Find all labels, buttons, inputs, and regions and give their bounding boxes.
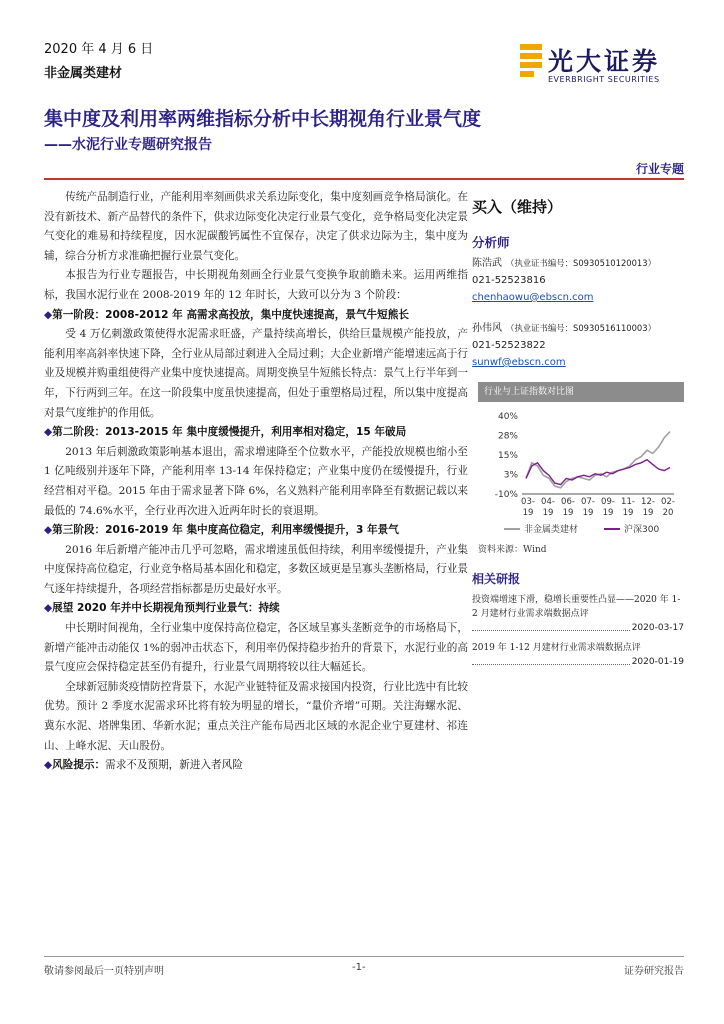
heading-text: 第三阶段：2016-2019 年 集中度高位稳定，利用率缓慢提升，3 年景气 (52, 524, 399, 537)
section-heading (44, 306, 468, 326)
related-research (472, 570, 684, 669)
x-tick-label: 04- (541, 497, 555, 507)
x-tick-label: 19 (622, 508, 634, 518)
diamond-bullet-icon: ◆ (44, 524, 53, 537)
leader-dots (472, 621, 630, 631)
y-tick-label: 40% (497, 412, 518, 422)
paragraph: 中长期时间视角，全行业集中度保持高位稳定，各区域呈寡头垄断竞争的市场格局下，新增产能冲击动能仅 1%的弱冲击状态下，利用率仍保持稳步抬升的背景下，水泥行业的高景气度应会保持稳定甚至仍有提升，行业景气周期将较以往大幅延长。 (44, 622, 468, 674)
related-heading: 相关研报 (472, 572, 521, 586)
x-tick-label: 11- (621, 497, 635, 507)
analyst-license: （执业证书编号：S0930510120013） (506, 258, 656, 268)
related-item[interactable] (472, 641, 684, 669)
paragraph: 全球新冠肺炎疫情防控背景下，水泥产业链特征及需求接国内投资，行业比选中有比较优势。预计 2 季度水泥需求环比将有较为明显的增长，“量价齐增”可期。关注海螺水泥、冀东水泥、塔牌集团、华新水泥；重点关注产能布局西北区域的水泥企业宁夏建材、祁连山、上峰水泥、天山股份。 (44, 680, 468, 752)
header-divider (44, 178, 684, 180)
related-item-title: 2019 年 1-12 月建材行业需求端数据点评 (472, 643, 641, 653)
x-tick-label: 19 (602, 508, 614, 518)
analyst-phone: 021-52523822 (472, 340, 546, 351)
logo-mark-icon (520, 44, 542, 78)
paragraph: 2016 年后新增产能冲击几乎可忽略，需求增速虽低但持续，利用率缓慢提升，产业集中度保持高位稳定，行业竞争格局基本固化和稳定，多数区域更是呈寡头垄断格局，行业景气逐年持续提升，各项经营指标都是历史最好水平。 (44, 543, 468, 595)
page-number: -1- (352, 962, 366, 973)
chart-plot (478, 402, 684, 540)
leader-dots (472, 655, 630, 665)
legend-label: 非金属类建材 (524, 525, 579, 535)
analyst-license: （执业证书编号：S0930516110003） (506, 323, 656, 333)
diamond-bullet-icon: ◆ (44, 759, 53, 772)
series-line (526, 432, 670, 488)
series-line (526, 460, 670, 485)
heading-text: 第一阶段：2008-2012 年 高需求高投放，集中度快速提高，景气牛短熊长 (52, 308, 409, 321)
related-item-title: 投资端增速下滑，稳增长重要性凸显——2020 年 1-2 月建材行业需求端数据点评 (472, 595, 681, 619)
sidebar (472, 188, 684, 371)
x-tick-label: 19 (562, 508, 574, 518)
paragraph: 2013 年后刺激政策影响基本退出，需求增速降至个位数水平，产能投放规模也缩小至 1 亿吨级别并逐年下降，产能利用率 13-14 年保持稳定；产业集中度仍在缓慢提升，行业经营相对平稳。2015 年由于需求显著下降 6%，名义熟料产能利用率降至有数据记载以来最低的 74.6%水平，全行业再次进入近两年时长的衰退期。 (44, 445, 468, 517)
sector-label: 非金属类建材 (44, 66, 123, 81)
heading-text: 展望 2020 年并中长期视角预判行业景气：持续 (52, 602, 280, 615)
paragraph: 受 4 万亿刺激政策使得水泥需求旺盛，产量持续高增长，供给巨量规模产能投放，产能利用率高斜率快速下降，全行业从局部过剩进入全局过剩；大企业新增产能增速远高于行业及规模并购重组使得产业集中度快速提高。周期变换呈牛短熊长特点：景气上行半年到一年，下行两到三年。在这一阶段集中度虽快速提高，但处于重塑格局过程，所以集中度提高对景气度维护的作用低。 (44, 328, 468, 419)
risk-text: 需求不及预期，新进入者风险 (105, 759, 243, 772)
analyst-heading: 分析师 (472, 235, 510, 250)
analyst-phone: 021-52523816 (472, 275, 546, 286)
footer-report-label: 证券研究报告 (624, 966, 684, 977)
chart-source: 资料来源：Wind (478, 545, 547, 555)
x-tick-label: 09- (601, 497, 615, 507)
y-tick-label: -10% (494, 490, 518, 500)
x-tick-label: 19 (582, 508, 594, 518)
legend-label: 沪深300 (624, 525, 660, 535)
x-tick-label: 12- (641, 497, 655, 507)
x-tick-label: 19 (542, 508, 554, 518)
analyst-email-link[interactable]: sunwf@ebscn.com (472, 357, 566, 368)
y-tick-label: 3% (503, 470, 518, 481)
section-heading (44, 521, 468, 541)
related-item-date: 2020-03-17 (631, 623, 684, 633)
footer-disclaimer: 敬请参阅最后一页特别声明 (44, 966, 164, 977)
report-title: 集中度及利用率两维指标分析中长期视角行业景气度 (44, 108, 482, 130)
y-tick-label: 15% (497, 451, 518, 461)
related-item[interactable] (472, 593, 684, 635)
footer-divider (44, 956, 684, 957)
diamond-bullet-icon: ◆ (44, 308, 53, 321)
report-type: 行业专题 (635, 162, 684, 176)
analyst-email-link[interactable]: chenhaowu@ebscn.com (472, 292, 594, 303)
paragraph: 传统产品制造行业，产能利用率刻画供求关系边际变化，集中度刻画竞争格局演化。在没有新技术、新产品替代的条件下，供求边际变化决定行业景气变化，竞争格局变化决定景气变化的难易和持续程度，因水泥碳酸钙属性不宜保存，决定了供求边际为主，集中度为辅，综合分析方求准确把握行业景气变化。 (44, 191, 468, 262)
diamond-bullet-icon: ◆ (44, 426, 53, 439)
diamond-bullet-icon: ◆ (44, 602, 53, 615)
rating: 买入（维持） (472, 198, 563, 216)
y-tick-label: 28% (497, 431, 518, 442)
x-tick-label: 19 (522, 508, 534, 518)
x-tick-label: 06- (561, 497, 575, 507)
logo-name-cn: 光大证券 (548, 47, 661, 76)
section-heading (44, 599, 468, 619)
related-item-date: 2020-01-19 (631, 657, 684, 667)
report-date: 2020 年 4 月 6 日 (44, 42, 154, 57)
x-tick-label: 03- (521, 497, 535, 507)
x-tick-label: 02- (661, 497, 675, 507)
risk-label: 风险提示： (52, 759, 106, 772)
comparison-chart (478, 382, 684, 554)
chart-title: 行业与上证指数对比图 (478, 382, 684, 402)
analyst-name: 孙伟风 (472, 323, 502, 334)
heading-text: 第二阶段：2013-2015 年 集中度缓慢提升，利用率相对稳定，15 年破局 (52, 426, 407, 439)
analyst-card (472, 320, 684, 371)
risk-heading (44, 756, 468, 776)
analyst-name: 陈浩武 (472, 258, 502, 269)
company-logo (520, 42, 690, 86)
report-subtitle: ——水泥行业专题研究报告 (44, 137, 212, 153)
main-body (44, 188, 468, 776)
section-heading (44, 423, 468, 443)
x-tick-label: 07- (581, 497, 595, 507)
x-tick-label: 19 (642, 508, 654, 518)
x-tick-label: 20 (662, 508, 674, 518)
logo-name-en: EVERBRIGHT SECURITIES (548, 75, 660, 84)
paragraph: 本报告为行业专题报告，中长期视角刻画全行业景气变换争取前瞻未来。运用两维指标，我国水泥行业在 2008-2019 年的 12 年时长，大致可以分为 3 个阶段： (44, 269, 468, 301)
analyst-card (472, 255, 684, 306)
